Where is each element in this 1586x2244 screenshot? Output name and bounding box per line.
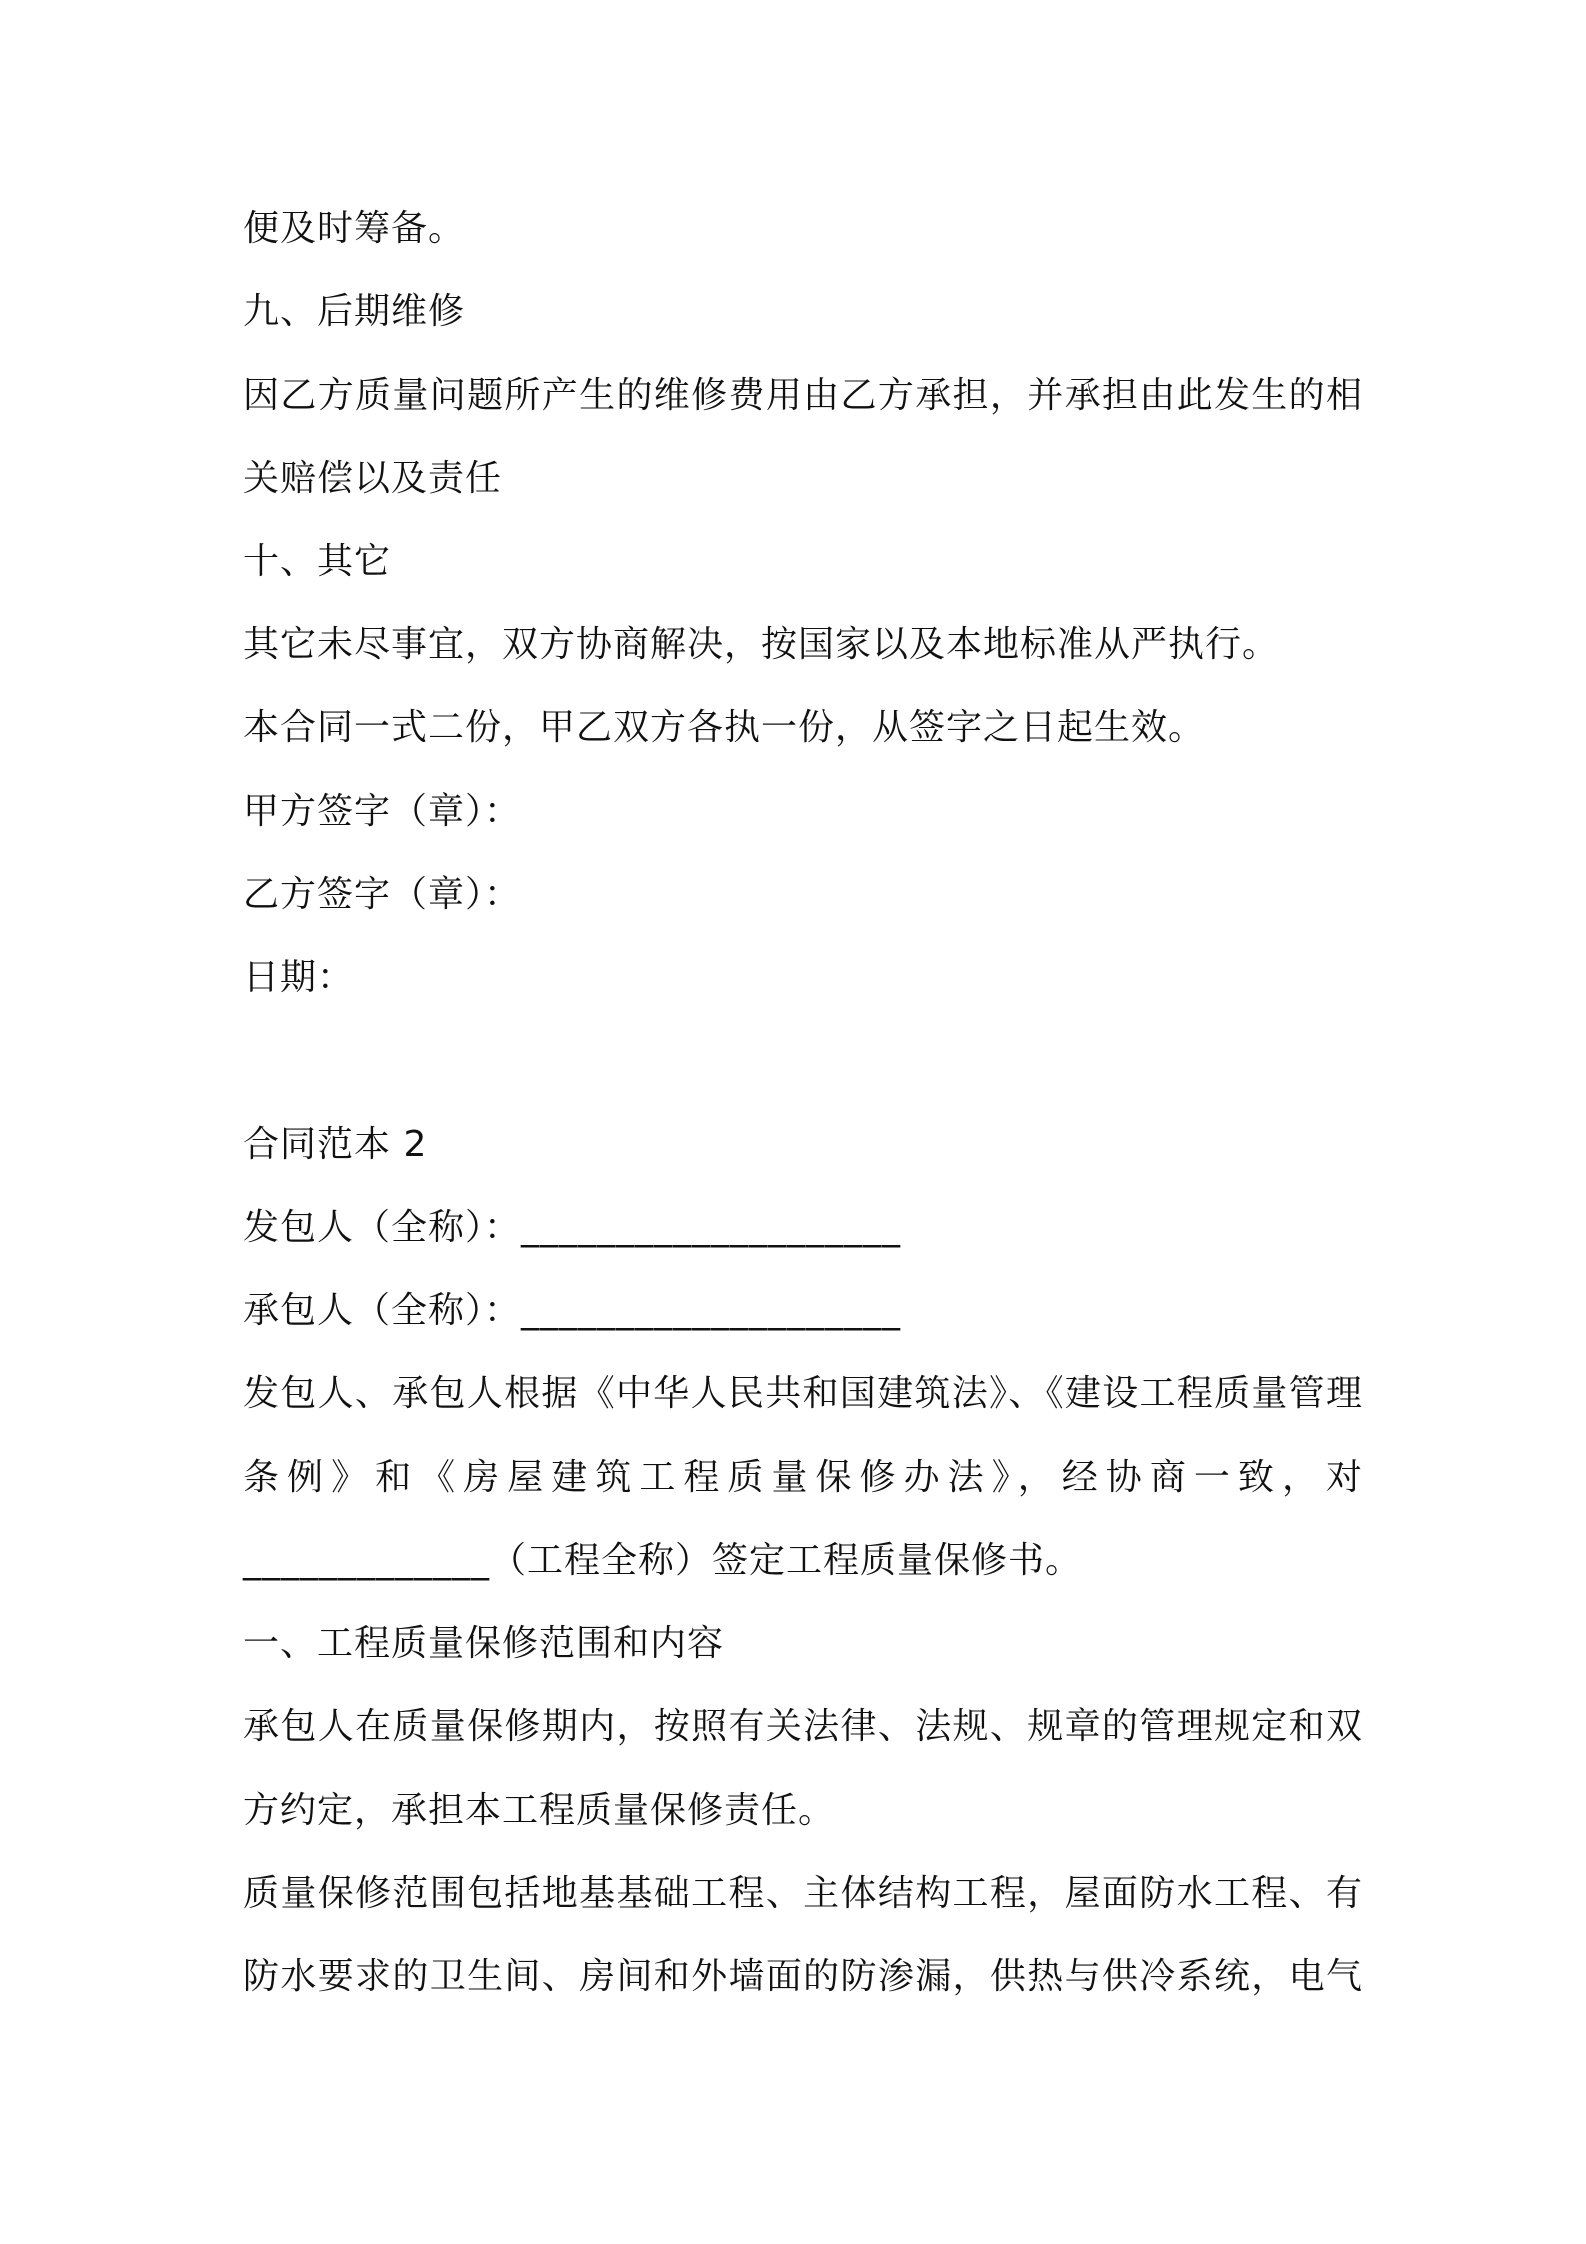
text-line: 发包人、承包人根据《中华人民共和国建筑法》、《建设工程质量管理 [243, 1373, 1363, 1414]
contractor-fill-line: 承包人（全称）：____________________ [243, 1290, 902, 1331]
project-fill-line: _____________（工程全称）签定工程质量保修书。 [243, 1540, 1083, 1581]
text-line: 方约定，承担本工程质量保修责任。 [243, 1790, 836, 1831]
section-heading: 一、工程质量保修范围和内容 [243, 1623, 725, 1664]
date-line: 日期： [243, 957, 355, 998]
employer-fill-line: 发包人（全称）：____________________ [243, 1207, 902, 1248]
section-heading: 九、后期维修 [243, 291, 466, 332]
text-line: 关赔偿以及责任 [243, 458, 503, 499]
signature-line-party-b: 乙方签字（章）： [243, 874, 522, 915]
signature-line-party-a: 甲方签字（章）： [243, 791, 522, 832]
template-title: 合同范本 2 [243, 1124, 428, 1165]
text-line: 承包人在质量保修期内，按照有关法律、法规、规章的管理规定和双 [243, 1706, 1363, 1747]
text-line: 其它未尽事宜，双方协商解决，按国家以及本地标准从严执行。 [243, 624, 1280, 665]
text-line: 质量保修范围包括地基基础工程、主体结构工程，屋面防水工程、有 [243, 1873, 1363, 1914]
text-line: 条例》和《房屋建筑工程质量保修办法》，经协商一致，对 [243, 1457, 1363, 1498]
text-line: 便及时筹备。 [243, 208, 466, 249]
text-line: 因乙方质量问题所产生的维修费用由乙方承担，并承担由此发生的相 [243, 375, 1363, 416]
section-heading: 十、其它 [243, 541, 392, 582]
text-line: 本合同一式二份，甲乙双方各执一份，从签字之日起生效。 [243, 707, 1206, 748]
text-line: 防水要求的卫生间、房间和外墙面的防渗漏，供热与供冷系统，电气 [243, 1956, 1363, 1997]
